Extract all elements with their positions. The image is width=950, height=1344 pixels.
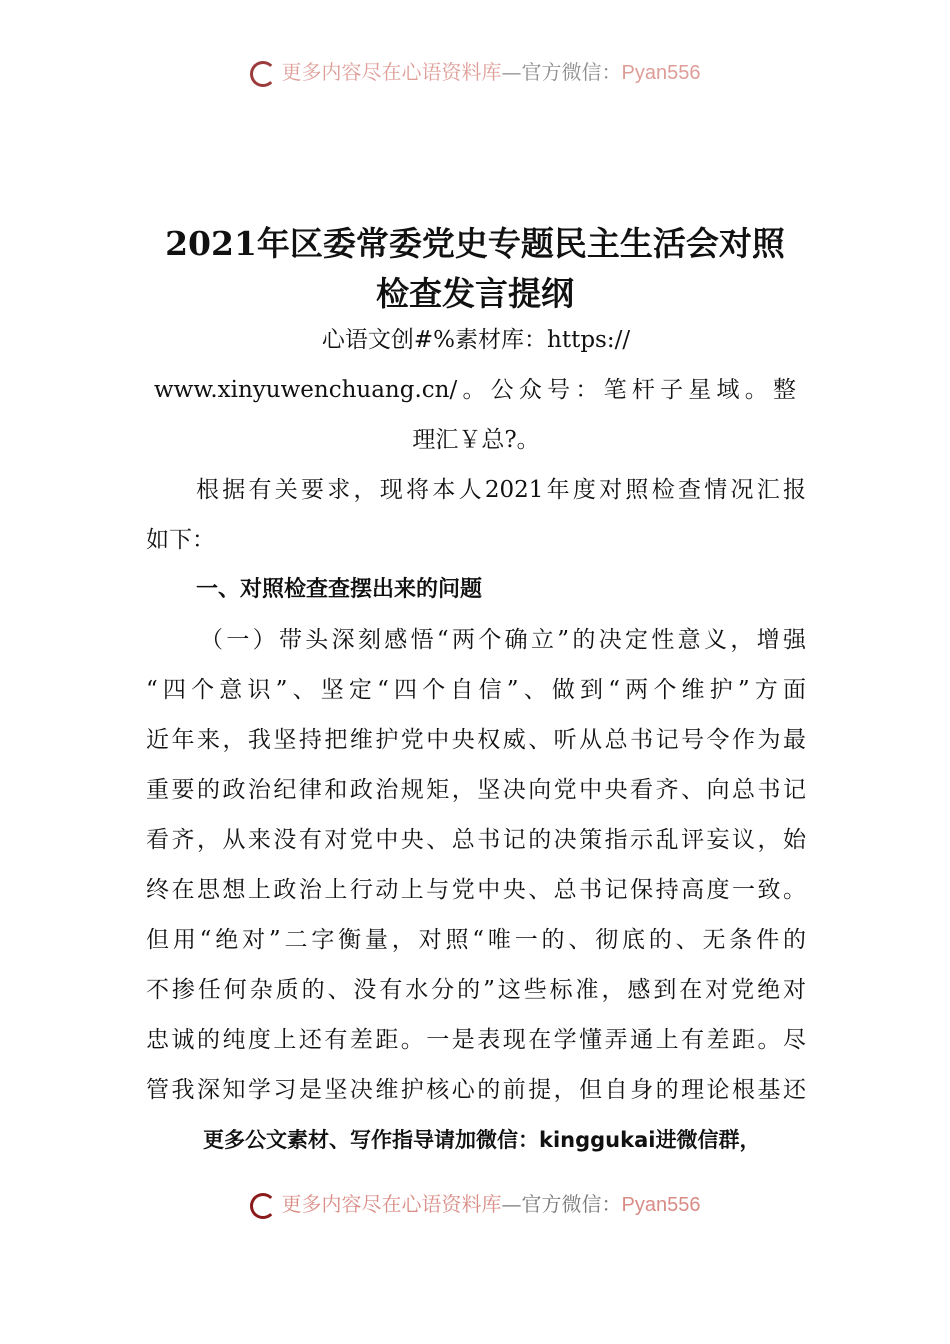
body-line: 看齐，从来没有对党中央、总书记的决策指示乱评妄议，始 [146, 827, 806, 853]
intro-line: 如下： [146, 527, 215, 553]
logo-icon [250, 1193, 276, 1219]
body-line: 管我深知学习是坚决维护核心的前提，但自身的理论根基还 [146, 1077, 806, 1103]
promo-text: 更多公文素材、写作指导请加微信：kinggukai进微信群， [203, 1128, 761, 1152]
document-title-line-2: 检查发言提纲 [376, 274, 574, 313]
header-watermark: 更多内容尽在心语资料库—官方微信：Pyan556 [0, 56, 950, 87]
intro-line: 根据有关要求，现将本人2021年度对照检查情况汇报 [196, 477, 806, 503]
body-line: 重要的政治纪律和政治规矩，坚决向党中央看齐、向总书记 [146, 777, 806, 803]
logo-icon [250, 61, 276, 87]
body-line: “四个意识”、坚定“四个自信”、做到“两个维护”方面 [146, 677, 806, 703]
body-line: 忠诚的纯度上还有差距。一是表现在学懂弄通上有差距。尽 [146, 1027, 806, 1053]
source-line: 心语文创#%素材库：https:// [321, 327, 631, 353]
source-line: www.xinyuwenchuang.cn/。公众号：笔杆子星域。整 [154, 377, 796, 403]
body-line: 但用“绝对”二字衡量，对照“唯一的、彻底的、无条件的 [146, 927, 806, 953]
body-line: （一）带头深刻感悟“两个确立”的决定性意义，增强 [200, 627, 806, 653]
document-title-line-1: 2021年区委常委党史专题民主生活会对照 [165, 224, 785, 263]
footer-watermark: 更多内容尽在心语资料库—官方微信：Pyan556 [0, 1188, 950, 1219]
body-line: 终在思想上政治上行动上与党中央、总书记保持高度一致。 [146, 877, 806, 903]
body-line: 近年来，我坚持把维护党中央权威、听从总书记号令作为最 [146, 727, 806, 753]
section-heading: 一、对照检查查摆出来的问题 [196, 577, 483, 602]
source-line: 理汇￥总?。 [412, 427, 540, 453]
body-line: 不掺任何杂质的、没有水分的”这些标准，感到在对党绝对 [146, 977, 806, 1003]
